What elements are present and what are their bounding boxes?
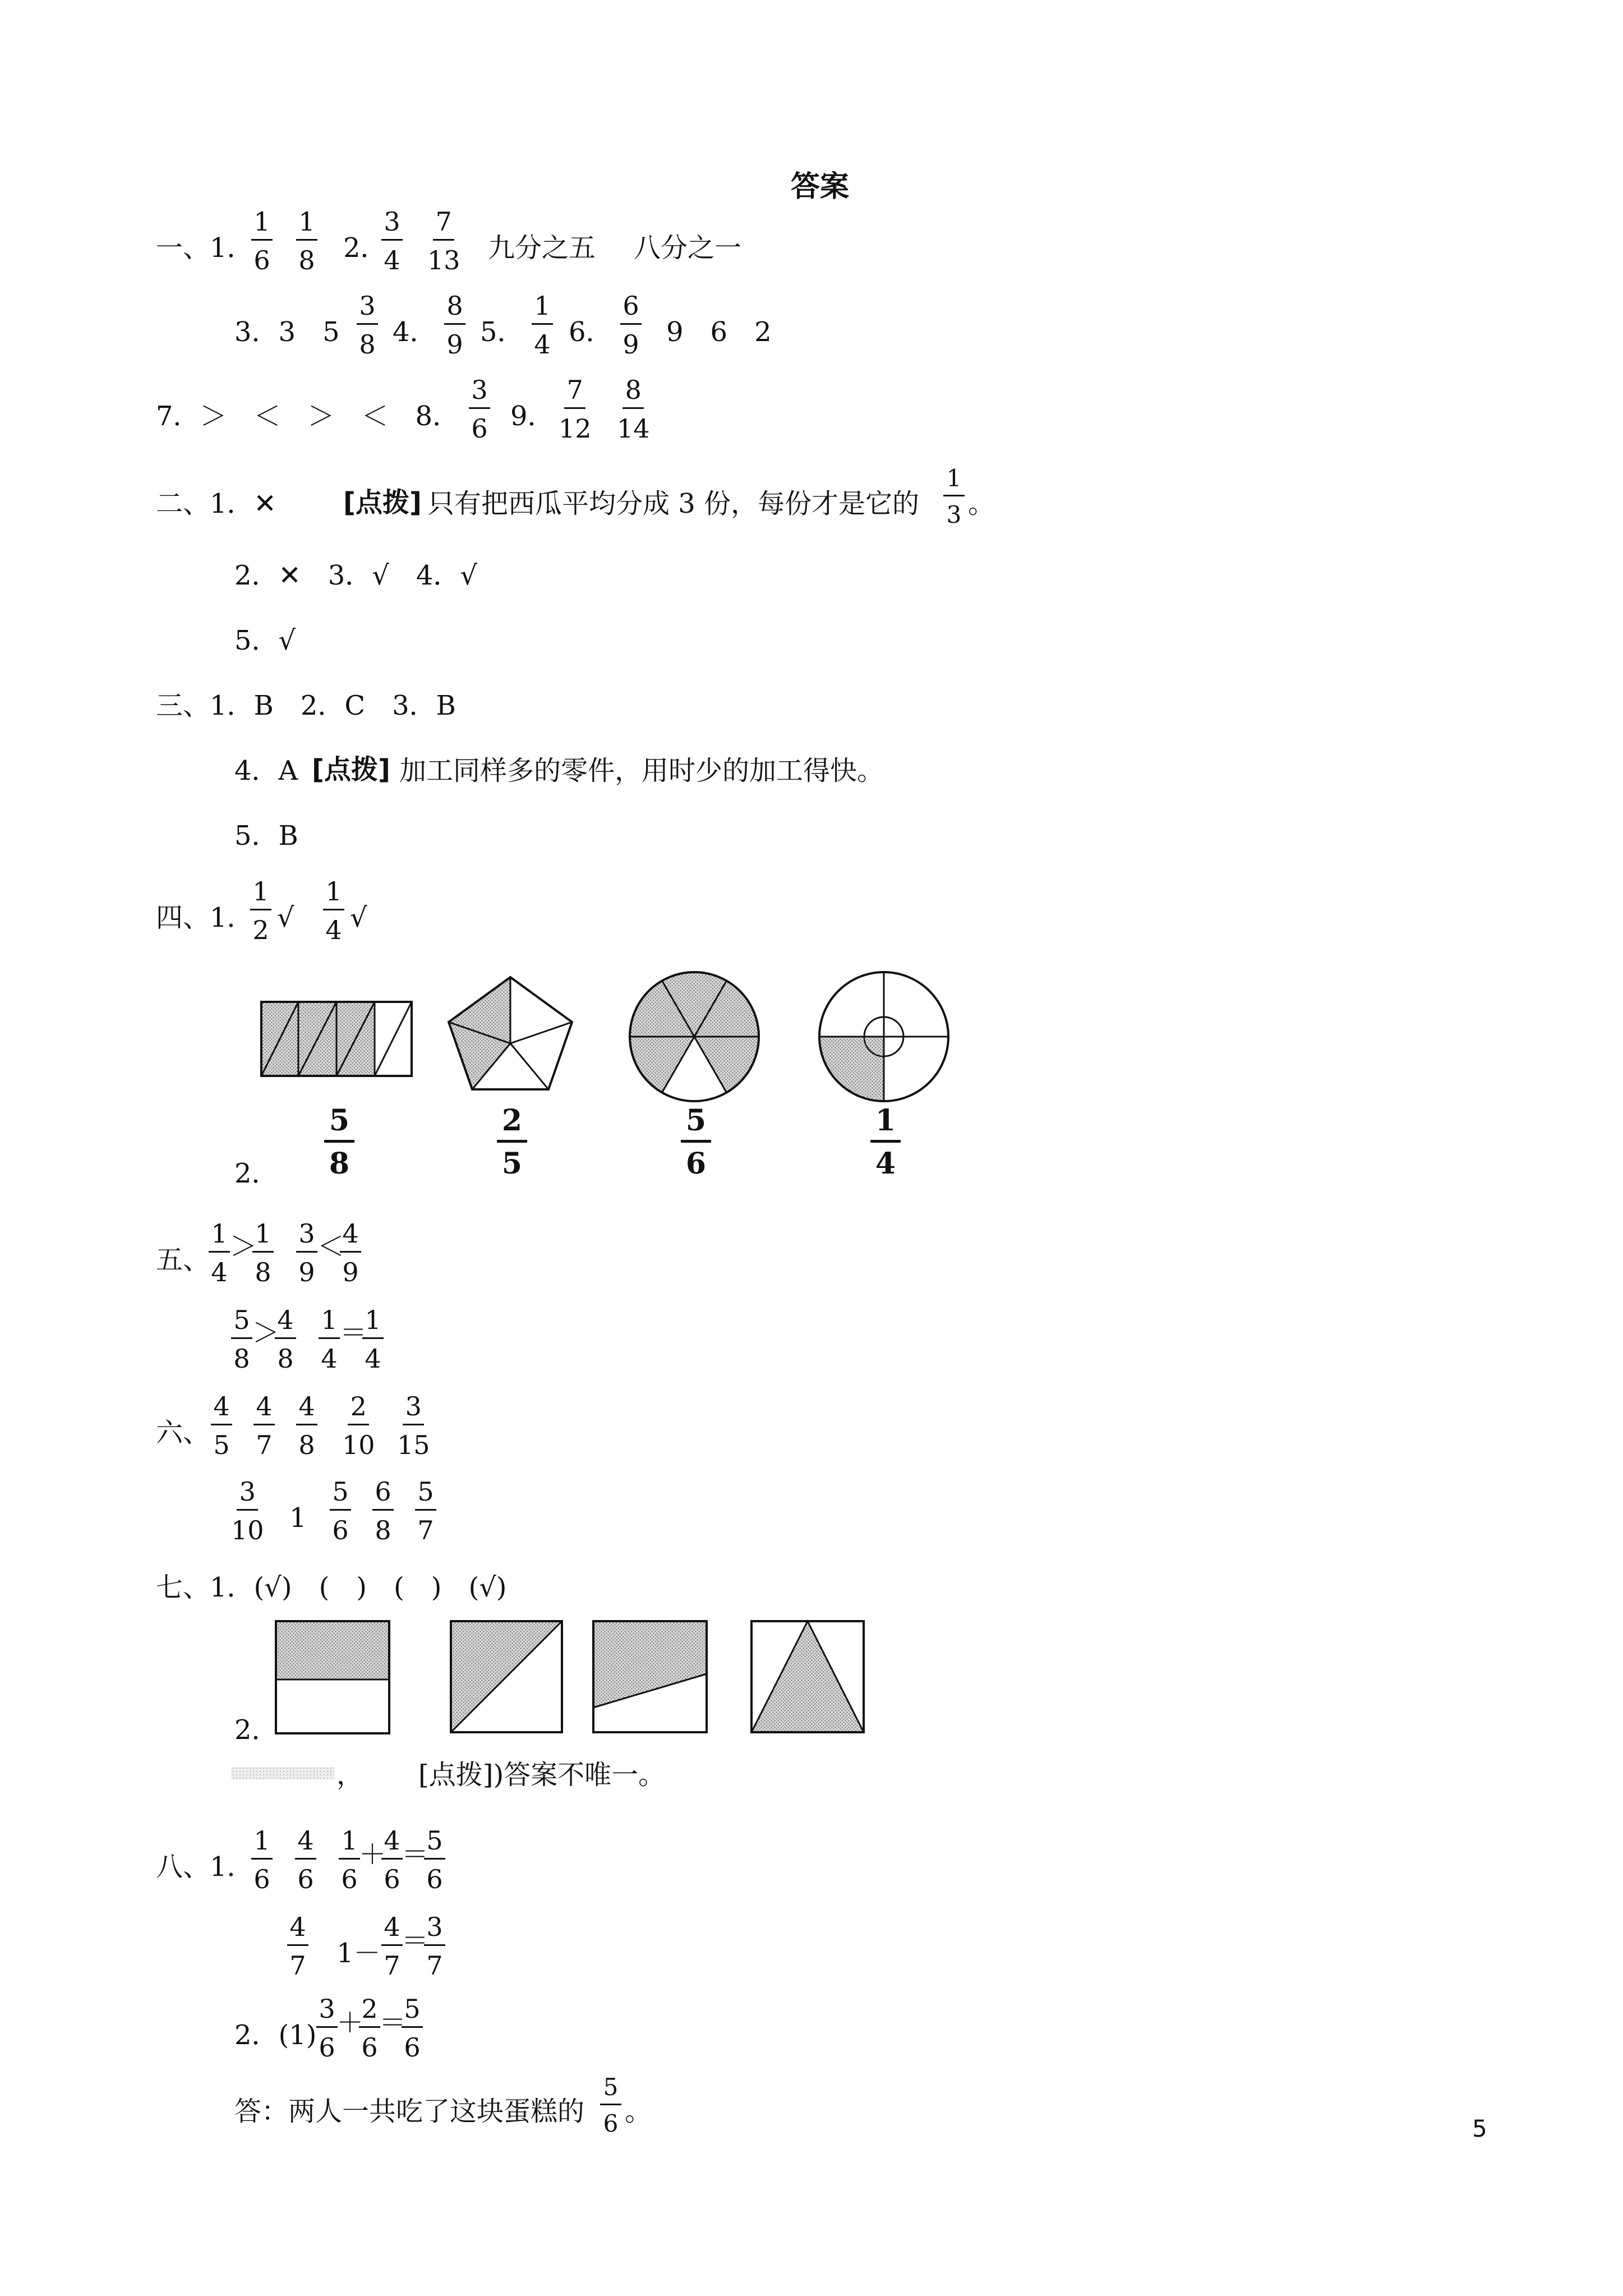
section-7-label: 七、1．(√) ( ) ( ) (√) (156, 1572, 507, 1603)
shape-fraction: $\frac{5}{8}$ (324, 1106, 354, 1179)
fraction: $\frac{3}{15}$ (397, 1391, 430, 1460)
fraction: $\frac{4}{7}$ (381, 1914, 403, 1978)
tip-text: 只有把西瓜平均分成 3 份，每份才是它的 (427, 488, 920, 519)
tip-text: [点拨])答案不唯一。 (418, 1759, 666, 1791)
shape-fraction: $\frac{5}{6}$ (681, 1106, 711, 1179)
answer-text: 2．✕ 3．√ 4．√ (234, 560, 478, 591)
answer-text: 。 (968, 488, 995, 519)
fraction: $\frac{1}{3}$ (943, 467, 965, 527)
question-number: 4． (393, 316, 437, 348)
shaded-swatch (231, 1767, 334, 1779)
tip-text: 加工同样多的零件，用时少的加工得快。 (399, 755, 884, 786)
answer-text: 九分之五 (488, 232, 596, 264)
question-number: 2． (234, 1714, 279, 1746)
fraction: $\frac{2}{10}$ (342, 1391, 375, 1460)
shape-pentagon (449, 977, 572, 1089)
fraction: $\frac{7}{12}$ (559, 375, 592, 444)
question-number: 2． (343, 232, 388, 264)
shape-fraction: $\frac{2}{5}$ (497, 1106, 527, 1179)
fraction: $\frac{1}{2}$ (250, 878, 271, 943)
fraction: $\frac{4}{8}$ (275, 1307, 296, 1372)
fraction: $\frac{6}{9}$ (620, 293, 642, 357)
comparison-sign: ＞ (230, 1231, 257, 1262)
answer-text: 5．√ (234, 625, 296, 656)
fraction: $\frac{8}{9}$ (444, 293, 465, 357)
fraction: $\frac{3}{4}$ (381, 209, 403, 273)
answer-text: 1 (289, 1502, 307, 1534)
operator: ＝ (402, 1925, 429, 1957)
tip-tag: [点拨] (343, 487, 422, 518)
fraction: $\frac{4}{6}$ (295, 1828, 316, 1892)
operator: ＋ (336, 2007, 364, 2039)
check-mark: √ (277, 902, 294, 933)
square-half-top (276, 1621, 389, 1733)
fraction: $\frac{1}{6}$ (251, 1828, 273, 1892)
shape-rectangle-zigzag (261, 1002, 412, 1076)
question-number: 6． (569, 316, 613, 348)
square-trapezoid (593, 1621, 707, 1732)
fraction: $\frac{5}{6}$ (424, 1828, 445, 1892)
comparison-sign: ＜ (317, 1231, 345, 1262)
operator: ＝ (402, 1839, 429, 1870)
fraction: $\frac{3}{6}$ (469, 377, 490, 441)
fraction: $\frac{4}{9}$ (340, 1221, 361, 1285)
fraction: $\frac{7}{13}$ (427, 206, 460, 275)
answer-text: 1－ (336, 1938, 381, 1969)
question-number: 2． (234, 1158, 279, 1189)
answer-text: 9 6 2 (666, 316, 772, 348)
fraction: $\frac{5}{6}$ (402, 1996, 423, 2060)
fraction: $\frac{1}{8}$ (296, 209, 317, 273)
fraction: $\frac{6}{8}$ (372, 1479, 394, 1543)
fraction: $\frac{4}{5}$ (211, 1393, 232, 1458)
fraction: $\frac{2}{6}$ (359, 1996, 380, 2060)
section-1-label: 一、1． (156, 232, 254, 264)
question-number: 9． (510, 401, 555, 432)
shape-fraction: $\frac{1}{4}$ (870, 1106, 901, 1179)
shape-circle-sixths (630, 972, 759, 1101)
fraction: $\frac{1}{4}$ (209, 1221, 230, 1285)
section-4-label: 四、1． (156, 902, 254, 933)
answer-text: 7．＞ ＜ ＞ ＜ 8． (156, 401, 460, 432)
fraction: $\frac{5}{8}$ (231, 1307, 252, 1372)
fraction: $\frac{3}{7}$ (424, 1914, 445, 1978)
fraction: $\frac{4}{6}$ (381, 1828, 403, 1892)
fraction: $\frac{3}{8}$ (357, 293, 378, 357)
section-8-label: 八、1． (156, 1851, 254, 1883)
section-5-label: 五、 (156, 1244, 210, 1276)
section-6-label: 六、 (156, 1417, 210, 1448)
square-diagonal (451, 1621, 562, 1732)
fraction: $\frac{8}{14}$ (617, 375, 650, 444)
fraction: $\frac{5}{6}$ (600, 2076, 621, 2136)
answer-text: 八分之一 (634, 232, 742, 264)
answer-text: 3．3 5 (234, 316, 340, 348)
comparison-sign: ＝ (340, 1317, 367, 1349)
fraction: $\frac{3}{10}$ (231, 1476, 264, 1545)
square-triangle (751, 1621, 864, 1732)
answer-text: ， (336, 1759, 364, 1791)
tip-tag: [点拨] (312, 754, 390, 785)
fraction: $\frac{4}{7}$ (287, 1914, 308, 1978)
fraction: $\frac{1}{8}$ (252, 1221, 274, 1285)
answer-text: 4．A (234, 755, 298, 786)
operator: ＝ (379, 2007, 407, 2039)
fraction: $\frac{3}{6}$ (316, 1996, 338, 2060)
fraction: $\frac{3}{9}$ (296, 1221, 317, 1285)
section-3-label: 三、1．B 2．C 3．B (156, 690, 456, 721)
question-number: 2．(1) (234, 2019, 317, 2051)
page-title: 答案 (791, 170, 850, 204)
answer-sentence: 答：两人一共吃了这块蛋糕的 (234, 2096, 585, 2127)
fraction: $\frac{1}{6}$ (339, 1828, 360, 1892)
fraction: $\frac{5}{7}$ (415, 1479, 436, 1543)
comparison-sign: ＞ (252, 1317, 280, 1349)
fraction: $\frac{1}{4}$ (362, 1307, 384, 1372)
fraction: $\frac{1}{4}$ (532, 293, 553, 357)
fraction: $\frac{5}{6}$ (330, 1479, 351, 1543)
fraction: $\frac{4}{8}$ (296, 1393, 317, 1458)
answer-text: 。 (625, 2096, 652, 2127)
question-number: 5． (480, 316, 524, 348)
shape-ring-quarters (819, 972, 948, 1101)
answer-text: 5．B (234, 820, 298, 852)
operator: ＋ (359, 1839, 386, 1870)
page-number: 5 (1472, 2115, 1487, 2142)
fraction: $\frac{1}{4}$ (323, 878, 344, 943)
fraction: $\frac{4}{7}$ (253, 1393, 275, 1458)
fraction: $\frac{1}{4}$ (319, 1307, 340, 1372)
check-mark: √ (350, 902, 367, 933)
section-2-label: 二、1．✕ (156, 488, 276, 519)
fraction: $\frac{1}{6}$ (251, 209, 273, 273)
